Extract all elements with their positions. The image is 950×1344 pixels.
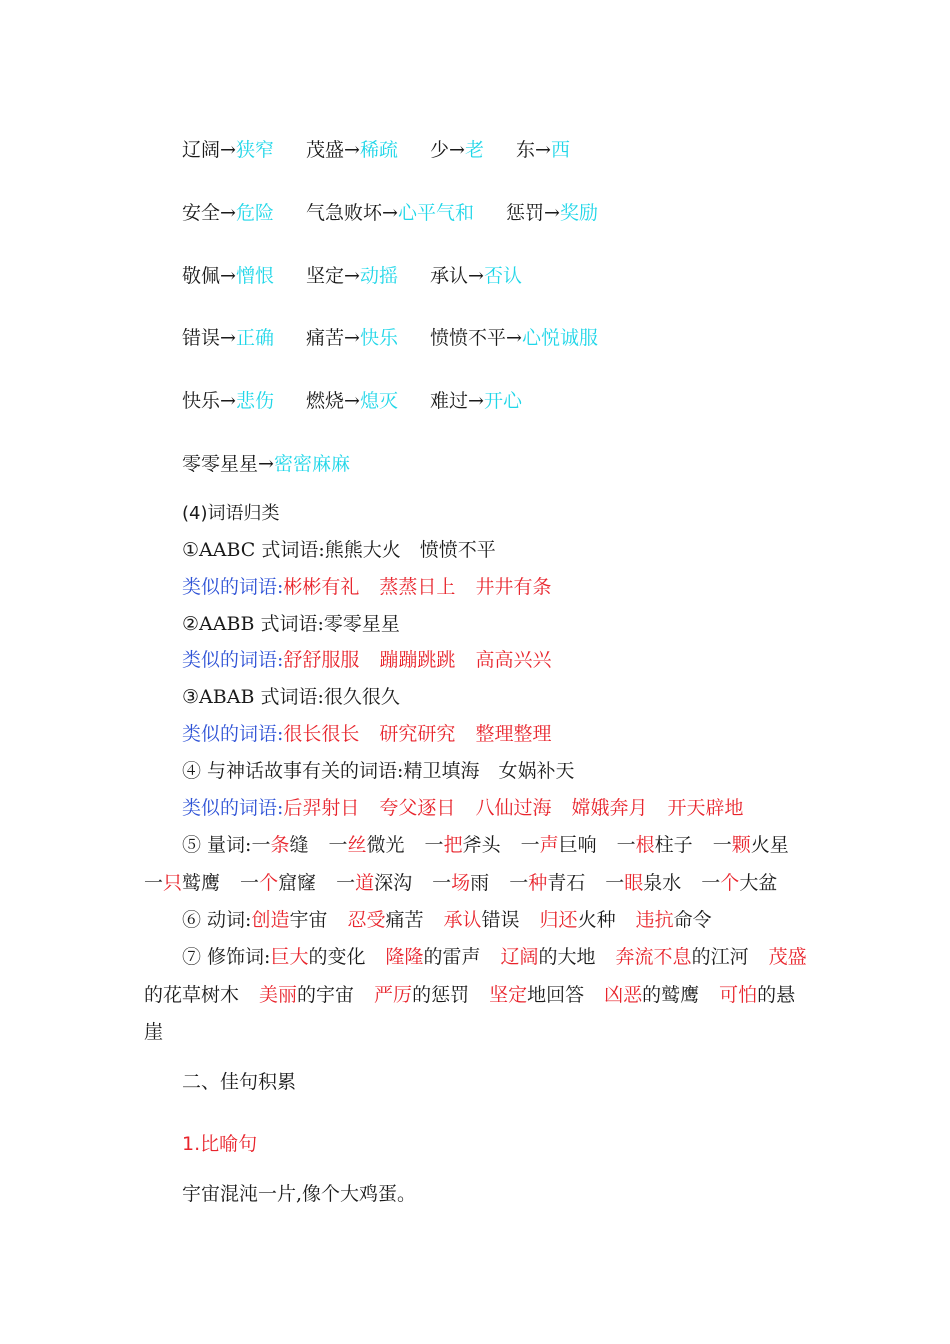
- verbs-label: ⑥ 动词:: [182, 909, 252, 931]
- modifiers-line-1: ⑦ 修饰词:巨大的变化 隆隆的雷声 辽阔的大地 奔流不息的江河 茂盛: [182, 946, 807, 968]
- similar-word: 舒舒服服: [283, 649, 360, 671]
- similar-label: 类似的词语:: [182, 649, 284, 671]
- antonym: 悲伤: [235, 390, 274, 412]
- arrow-icon: →: [220, 327, 236, 349]
- word: 愤愤不平: [430, 327, 507, 349]
- arrow-icon: →: [258, 453, 274, 475]
- word: 气急败坏: [306, 202, 383, 224]
- simile-sentence: 宇宙混沌一片,像个大鸡蛋。: [182, 1183, 417, 1205]
- myth-similar: [182, 796, 743, 820]
- word: 错误: [182, 327, 221, 349]
- similar-word: 很长很长: [283, 723, 360, 745]
- arrow-icon: →: [468, 265, 484, 287]
- arrow-icon: →: [220, 139, 236, 161]
- abab-similar: [182, 722, 551, 746]
- measure-line-2: 一只鹫鹰 一个窟窿 一道深沟 一场雨 一种青石 一眼泉水 一个大盆: [144, 872, 778, 894]
- word: 坚定: [306, 265, 345, 287]
- antonym: 开心: [483, 390, 522, 412]
- similar-label: 类似的词语:: [182, 723, 284, 745]
- modifier-tail-part: 的悬: [757, 984, 796, 1006]
- antonym: 动摇: [359, 265, 398, 287]
- word: 承认: [430, 265, 469, 287]
- measure-label: ⑤ 量词:: [182, 834, 252, 856]
- aabb-similar: [182, 648, 551, 672]
- antonym: 否认: [483, 265, 522, 287]
- antonym: 危险: [235, 202, 274, 224]
- word: 茂盛: [306, 139, 345, 161]
- word: 安全: [182, 202, 221, 224]
- similar-word: 开天辟地: [667, 797, 744, 819]
- measure-line-1: ⑤ 量词:一条缝 一丝微光 一把斧头 一声巨响 一根柱子 一颗火星: [182, 834, 789, 856]
- antonym: 正确: [235, 327, 274, 349]
- antonym: 心平气和: [397, 202, 474, 224]
- word: 燃烧: [306, 390, 345, 412]
- antonym-row-3: [182, 264, 522, 288]
- simile-heading: 1.比喻句: [182, 1133, 258, 1155]
- similar-word: 高高兴兴: [475, 649, 552, 671]
- modifiers-line-3: [144, 1020, 163, 1044]
- antonym: 稀疏: [359, 139, 398, 161]
- arrow-icon: →: [344, 265, 360, 287]
- word: 惩罚: [506, 202, 545, 224]
- antonym-row-4: [182, 326, 598, 350]
- arrow-icon: →: [220, 265, 236, 287]
- antonym: 熄灭: [359, 390, 398, 412]
- antonym: 快乐: [359, 327, 398, 349]
- antonym: 老: [464, 139, 484, 161]
- antonym: 心悦诚服: [521, 327, 598, 349]
- antonym-row-5: [182, 389, 522, 413]
- word: 少: [430, 139, 450, 161]
- similar-word: 嫦娥奔月: [571, 797, 648, 819]
- antonym: 憎恨: [235, 265, 274, 287]
- arrow-icon: →: [544, 202, 560, 224]
- similar-word: 蒸蒸日上: [379, 576, 456, 598]
- antonym-row-2: [182, 201, 598, 225]
- verbs-line: ⑥ 动词:创造宇宙 忍受痛苦 承认错误 归还火种 违抗命令: [182, 909, 712, 931]
- aabc-label: ①AABC 式词语:熊熊大火 愤愤不平: [182, 539, 496, 561]
- antonym-row-1: [182, 138, 570, 162]
- similar-word: 蹦蹦跳跳: [379, 649, 456, 671]
- similar-word: 彬彬有礼: [283, 576, 360, 598]
- aabb-label: ②AABB 式词语:零零星星: [182, 613, 400, 635]
- word: 辽阔: [182, 139, 221, 161]
- arrow-icon: →: [449, 139, 465, 161]
- arrow-icon: →: [506, 327, 522, 349]
- similar-word: 整理整理: [475, 723, 552, 745]
- arrow-icon: →: [344, 327, 360, 349]
- similar-label: 类似的词语:: [182, 797, 284, 819]
- similar-label: 类似的词语:: [182, 576, 284, 598]
- similar-word: 井井有条: [475, 576, 552, 598]
- arrow-icon: →: [468, 390, 484, 412]
- word: 难过: [430, 390, 469, 412]
- antonym: 密密麻麻: [273, 453, 350, 475]
- modifiers-line-2: 的花草树木 美丽的宇宙 严厉的惩罚 坚定地回答 凶恶的鹫鹰 可怕的悬: [144, 984, 796, 1006]
- arrow-icon: →: [344, 139, 360, 161]
- word: 东: [516, 139, 536, 161]
- abab-label: ③ABAB 式词语:很久很久: [182, 686, 400, 708]
- modifier-tail-part: 崖: [144, 1021, 164, 1043]
- aabc-similar: [182, 575, 551, 599]
- antonym: 狭窄: [235, 139, 274, 161]
- word: 敬佩: [182, 265, 221, 287]
- antonym-row-6: [182, 452, 350, 476]
- myth-label: ④ 与神话故事有关的词语:精卫填海 女娲补天: [182, 760, 575, 782]
- arrow-icon: →: [220, 390, 236, 412]
- word: 快乐: [182, 390, 221, 412]
- arrow-icon: →: [344, 390, 360, 412]
- similar-word: 夸父逐日: [379, 797, 456, 819]
- similar-word: 研究研究: [379, 723, 456, 745]
- section-2-title: 二、佳句积累: [182, 1071, 297, 1093]
- antonym: 西: [550, 139, 570, 161]
- arrow-icon: →: [535, 139, 551, 161]
- arrow-icon: →: [220, 202, 236, 224]
- arrow-icon: →: [382, 202, 398, 224]
- word: 痛苦: [306, 327, 345, 349]
- section-4-title: (4)词语归类: [182, 503, 280, 524]
- similar-word: 后羿射日: [283, 797, 360, 819]
- antonym: 奖励: [559, 202, 598, 224]
- word: 零零星星: [182, 453, 259, 475]
- similar-word: 八仙过海: [475, 797, 552, 819]
- modifiers-label: ⑦ 修饰词:: [182, 946, 271, 968]
